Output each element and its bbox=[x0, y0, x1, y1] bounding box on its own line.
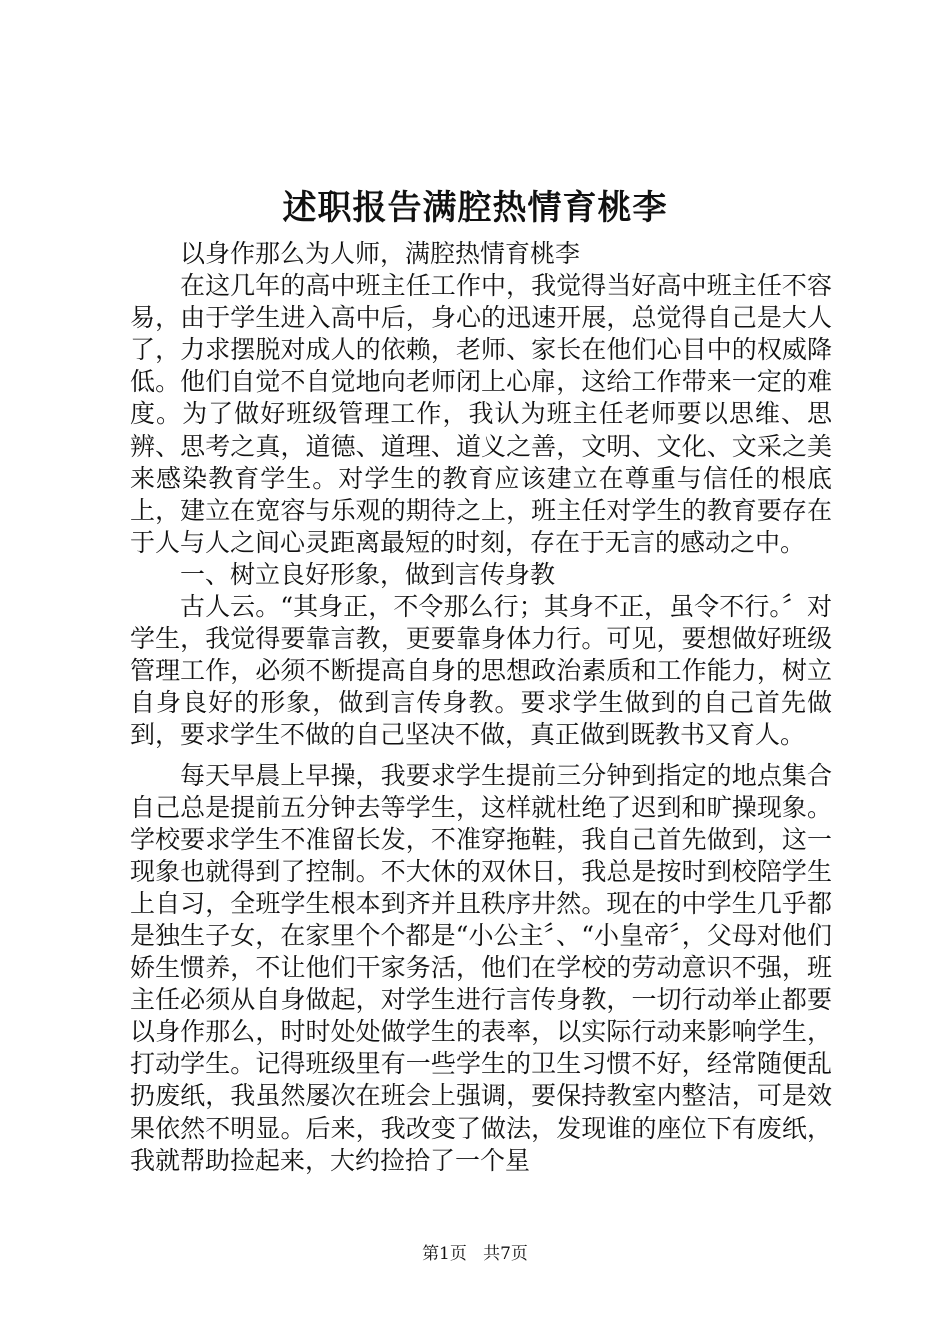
body-paragraph: 每天早晨上早操，我要求学生提前三分钟到指定的地点集合自己总是提前五分钟去等学生，这样就杜绝了迟到和旷操现象。学校要求学生不准留长发，不准穿拖鞋，我自己首先做到，这一现象也就得到了控制。不大休的双休日，我总是按时到校陪学生上自习，全班学生根本到齐并且秩序井然。现在的中学生几乎都是独生子女，在家里个个都是“小公主〞、“小皇帝〞，父母对他们娇生惯养，不让他们干家务活，他们在学校的劳动意识不强，班主任必须从自身做起，对学生进行言传身教，一切行动举止都要以身作那么，时时处处做学生的表率，以实际行动来影响学生，打动学生。记得班级里有一些学生的卫生习惯不好，经常随便乱扔废纸，我虽然屡次在班会上强调，要保持教室内整洁，可是效果依然不明显。后来，我改变了做法，发现谁的座位下有废纸，我就帮助捡起来，大约捡拾了一个星 bbox=[130, 760, 832, 1175]
page-footer bbox=[0, 1243, 950, 1265]
subtitle-paragraph: 以身作那么为人师，满腔热情育桃李 bbox=[180, 239, 581, 268]
page-number: 第1页 bbox=[422, 1244, 467, 1264]
section-heading: 一、树立良好形象，做到言传身教 bbox=[180, 559, 556, 589]
document-title: 述职报告满腔热情育桃李 bbox=[282, 188, 668, 228]
body-paragraph: 古人云。“其身正，不令那么行；其身不正，虽令不行。〞对学生，我觉得要靠言教，更要靠身体力行。可见，要想做好班级管理工作，必须不断提高自身的思想政治素质和工作能力，树立自身良好的形象，做到言传身教。要求学生做到的自己首先做到，要求学生不做的自己坚决不做，真正做到既教书又育人。 bbox=[130, 592, 832, 750]
body-paragraph: 在这几年的高中班主任工作中，我觉得当好高中班主任不容易，由于学生进入高中后，身心的迅速开展，总觉得自己是大人了，力求摆脱对成人的依赖，老师、家长在他们心目中的权威降低。他们自觉不自觉地向老师闭上心扉，这给工作带来一定的难度。为了做好班级管理工作，我认为班主任老师要以思维、思辨、思考之真，道德、道理、道义之善，文明、文化、文采之美来感染教育学生。对学生的教育应该建立在尊重与信任的根底上，建立在宽容与乐观的期待之上，班主任对学生的教育要存在于人与人之间心灵距离最短的时刻，存在于无言的感动之中。 bbox=[130, 271, 832, 557]
page-total: 共7页 bbox=[483, 1244, 528, 1264]
document-body bbox=[130, 238, 832, 1177]
